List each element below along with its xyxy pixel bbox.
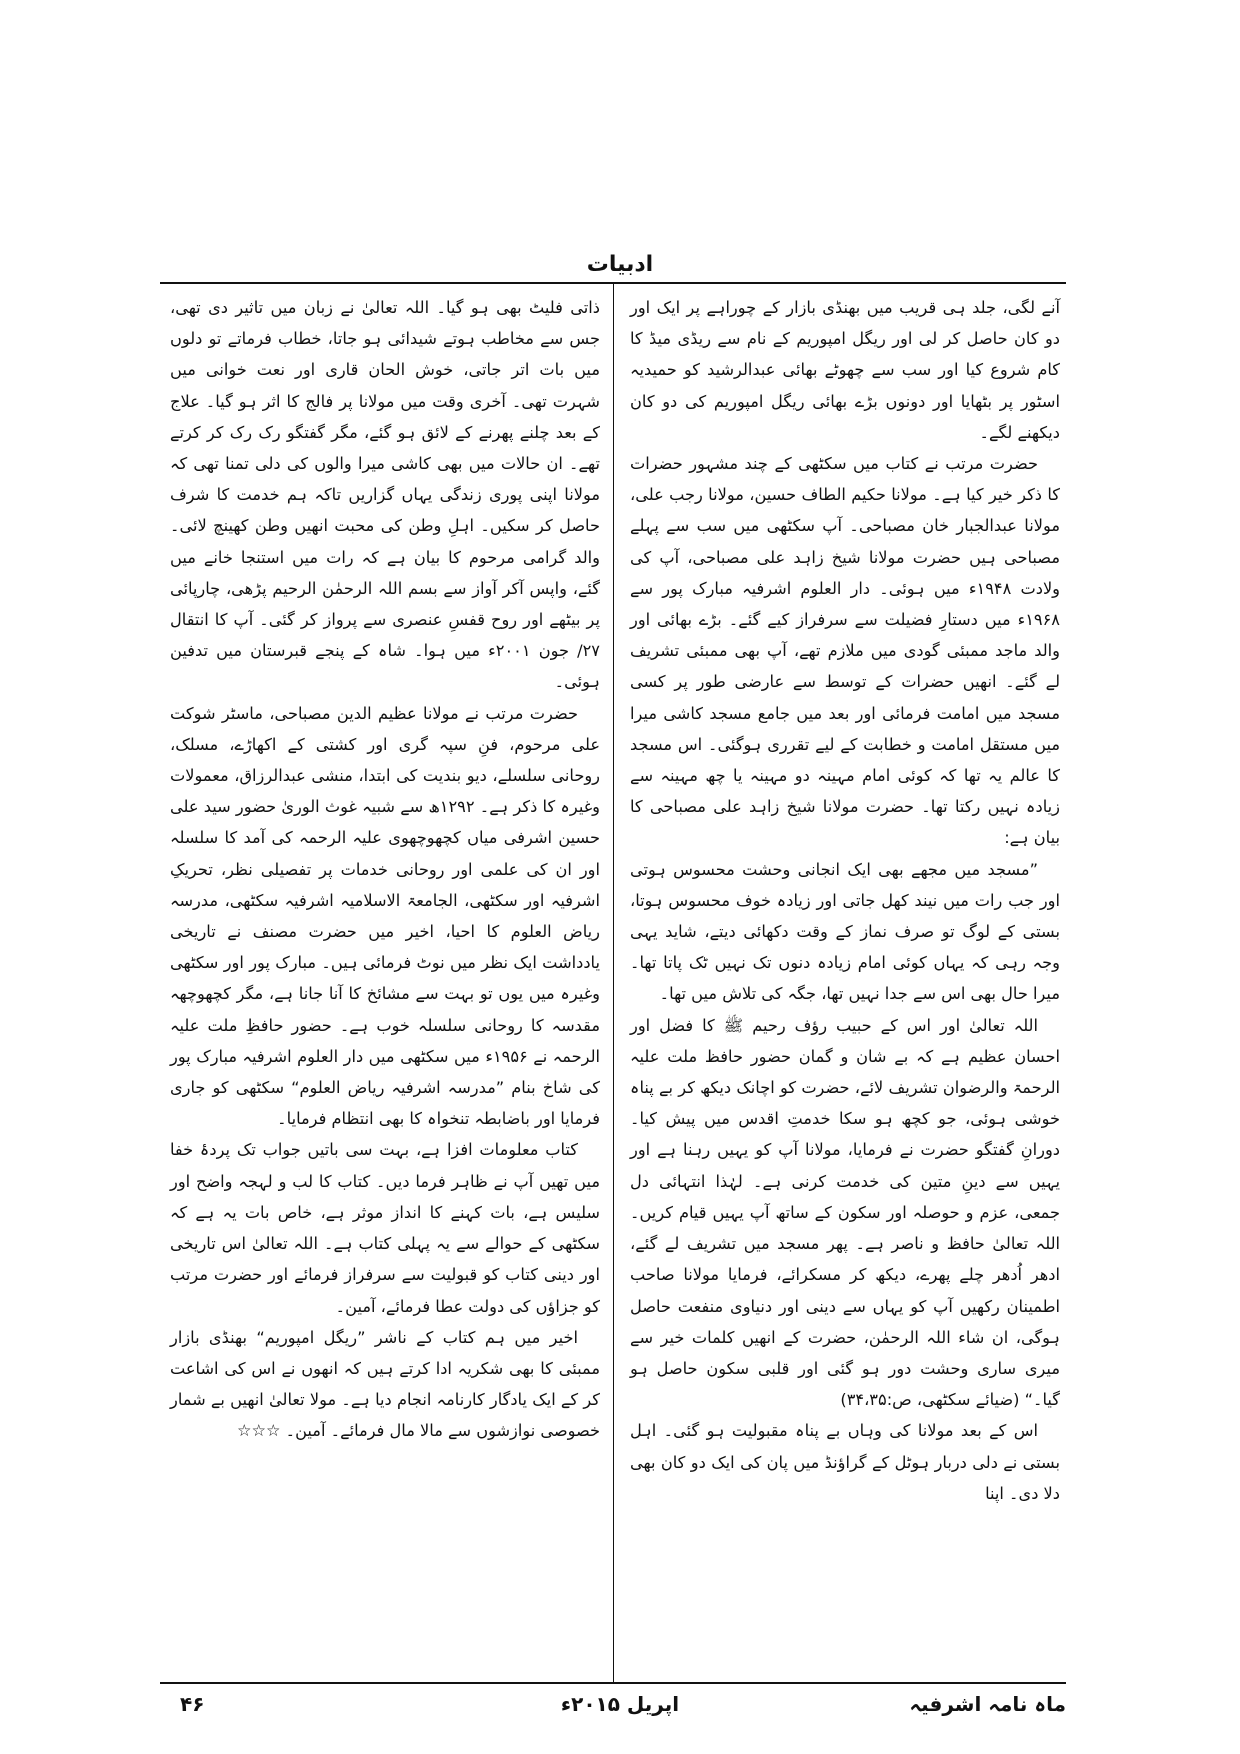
quote-paragraph: ”مسجد میں مجھے بھی ایک انجانی وحشت محسوس ہوتی اور جب رات میں نیند کھل جاتی اور زیادہ خوف محسوس ہوتا، بستی کے لوگ تو صرف نماز کے وقت دکھائی دیتے، شاید یہی وجہ رہی کہ یہاں کوئی امام زیادہ دنوں تک نہیں ٹک پاتا تھا۔ میرا حال بھی اس سے جدا نہیں تھا، جگہ کی تلاش میں تھا۔ — [630, 859, 1060, 1004]
paragraph: اخیر میں ہم کتاب کے ناشر ”ریگل امپوریم“ بھنڈی بازار ممبئی کا بھی شکریہ ادا کرتے ہیں کہ انھوں نے اس کی اشاعت کر کے ایک یادگار کارنامہ انجام دیا ہے۔ مولا تعالیٰ انھیں بے شمار خصوصی نوازشوں سے مالا مال فرمائے۔ آمین۔ ☆☆☆ — [170, 1327, 600, 1441]
paragraph: حضرت مرتب نے کتاب میں سکٹھی کے چند مشہور حضرات کا ذکر خیر کیا ہے۔ مولانا حکیم الطاف حسین، مولانا رجب علی، مولانا عبدالجبار خان مصباحی۔ آپ سکٹھی میں سب سے پہلے مصباحی ہیں حضرت مولانا شیخ زاہد علی مصباحی، آپ کی ولادت ۱۹۴۸ء میں ہوئی۔ دار العلوم اشرفیہ مبارک پور سے ۱۹۶۸ء میں دستارِ فضیلت سے سرفراز کیے گئے۔ بڑے بھائی اور والد ماجد ممبئی گودی میں ملازم تھے، آپ بھی ممبئی تشریف لے گئے۔ انھیں حضرات کے توسط سے عارضی طور پر کسی مسجد میں امامت فرمائی اور بعد میں جامع مسجد کاشی میرا میں مستقل امامت و خطابت کے لیے تقرری ہوگئی۔ اس مسجد کا عالم یہ تھا کہ کوئی امام مہینہ دو مہینہ یا چھ مہینہ سے زیادہ نہیں رکتا تھا۔ حضرت مولانا شیخ زاہد علی مصباحی کا بیان ہے: — [630, 454, 1060, 848]
right-column — [630, 292, 1060, 1509]
paragraph: حضرت مرتب نے مولانا عظیم الدین مصباحی، ماسٹر شوکت علی مرحوم، فنِ سپہ گری اور کشتی کے اکھاڑے، مسلک، روحانی سلسلے، دیو بندیت کی ابتدا، منشی عبدالرزاق، معمولات وغیرہ کا ذکر ہے۔ ۱۲۹۲ھ سے شبیہ غوث الوریٰ حضور سید علی حسین اشرفی میاں کچھوچھوی علیہ الرحمہ کی آمد کا سلسلہ اور ان کی علمی اور روحانی خدمات پر تفصیلی نظر، تحریکِ اشرفیہ اور سکٹھی، الجامعۃ الاسلامیہ اشرفیہ سکٹھی، مدرسہ ریاض العلوم کا احیا، اخیر میں حضرت مصنف نے تاریخی یادداشت ایک نظر میں نوٹ فرمائی ہیں۔ مبارک پور اور سکٹھی وغیرہ میں یوں تو بہت سے مشائخ کا آنا جانا ہے، مگر کچھوچھہ مقدسہ کا روحانی سلسلہ خوب ہے۔ حضور حافظِ ملت علیہ الرحمہ نے ۱۹۵۶ء میں سکٹھی میں دار العلوم اشرفیہ مبارک پور کی شاخ بنام ”مدرسہ اشرفیہ ریاض العلوم“ سکٹھی کو جاری فرمایا اور باضابطہ تنخواہ کا بھی انتظام فرمایا۔ — [170, 703, 600, 1129]
paragraph: ذاتی فلیٹ بھی ہو گیا۔ اللہ تعالیٰ نے زبان میں تاثیر دی تھی، جس سے مخاطب ہوتے شیدائی ہو جاتا، خطاب فرماتے تو دلوں میں بات اتر جاتی، خوش الحان قاری اور نعت خوانی میں شہرت تھی۔ آخری وقت میں مولانا پر فالج کا اثر ہو گیا۔ علاج کے بعد چلنے پھرنے کے لائق ہو گئے، مگر گفتگو رک رک کر کرتے تھے۔ ان حالات میں بھی کاشی میرا والوں کی دلی تمنا تھی کہ مولانا اپنی پوری زندگی یہاں گزاریں تاکہ ہم خدمت کا شرف حاصل کر سکیں۔ اہلِ وطن کی محبت انھیں وطن کھینچ لائی۔ والد گرامی مرحوم کا بیان ہے کہ رات میں استنجا خانے میں گئے، واپس آکر آواز سے بسم اللہ الرحمٰن الرحیم پڑھی، چارپائی پر بیٹھے اور روح قفسِ عنصری سے پرواز کر گئی۔ آپ کا انتقال ۲۷/ جون ۲۰۰۱ء میں ہوا۔ شاہ کے پنجے قبرستان میں تدفین ہوئی۔ — [170, 298, 600, 692]
section-title: ادبیات — [586, 252, 654, 277]
issue-date: اپریل ۲۰۱۵ء — [560, 1692, 680, 1716]
paragraph: کتاب معلومات افزا ہے، بہت سی باتیں جواب تک پردۂ خفا میں تھیں آپ نے ظاہر فرما دیں۔ کتاب کا لب و لہجہ واضح اور سلیس ہے، بات کہنے کا انداز موثر ہے، خاص بات یہ ہے کہ سکٹھی کے حوالے سے یہ پہلی کتاب ہے۔ اللہ تعالیٰ اس تاریخی اور دینی کتاب کو قبولیت سے سرفراز فرمائے اور حضرت مرتب کو جزاؤں کی دولت عطا فرمائے، آمین۔ — [170, 1140, 600, 1316]
paragraph: آنے لگی، جلد ہی قریب میں بھنڈی بازار کے چوراہے پر ایک اور دو کان حاصل کر لی اور ریگل امپوریم کے نام سے ریڈی میڈ کا کام شروع کیا اور سب سے چھوٹے بھائی عبدالرشید کو حمیدیہ اسٹور پر بٹھایا اور دونوں بڑے بھائی ریگل امپوریم کی دو کان دیکھنے لگے۔ — [630, 298, 1060, 442]
paragraph: اللہ تعالیٰ اور اس کے حبیب رؤف رحیم ﷺ کا فضل اور احسان عظیم ہے کہ بے شان و گمان حضور حافظ ملت علیہ الرحمۃ والرضوان تشریف لائے، حضرت کو اچانک دیکھ کر بے پناہ خوشی ہوئی، جو کچھ ہو سکا خدمتِ اقدس میں پیش کیا۔ دورانِ گفتگو حضرت نے فرمایا، مولانا آپ کو یہیں رہنا ہے اور یہیں سے دینِ متین کی خدمت کرنی ہے۔ لہٰذا انتہائی دل جمعی، عزم و حوصلہ اور سکون کے ساتھ آپ یہیں قیام کریں۔ اللہ تعالیٰ حافظ و ناصر ہے۔ پھر مسجد میں تشریف لے گئے، ادھر اُدھر چلے پھرے، دیکھ کر مسکرائے، فرمایا مولانا صاحب اطمینان رکھیں آپ کو یہاں سے دینی اور دنیاوی منفعت حاصل ہوگی، ان شاء اللہ الرحمٰن، حضرت کے انھیں کلمات خیر سے میری ساری وحشت دور ہو گئی اور قلبی سکون حاصل ہو گیا۔“ (ضیائے سکٹھی، ص:۳۴،۳۵) — [630, 1015, 1060, 1410]
magazine-name: ماہ نامہ اشرفیہ — [909, 1692, 1066, 1716]
column-divider — [613, 284, 614, 1682]
page-number: ۴۶ — [180, 1692, 205, 1716]
left-column — [170, 292, 600, 1447]
footer-rule — [160, 1682, 1066, 1684]
paragraph: اس کے بعد مولانا کی وہاں بے پناہ مقبولیت ہو گئی۔ اہل بستی نے دلی دربار ہوٹل کے گراؤنڈ میں پان کی ایک دو کان بھی دلا دی۔ اپنا — [630, 1421, 1060, 1503]
